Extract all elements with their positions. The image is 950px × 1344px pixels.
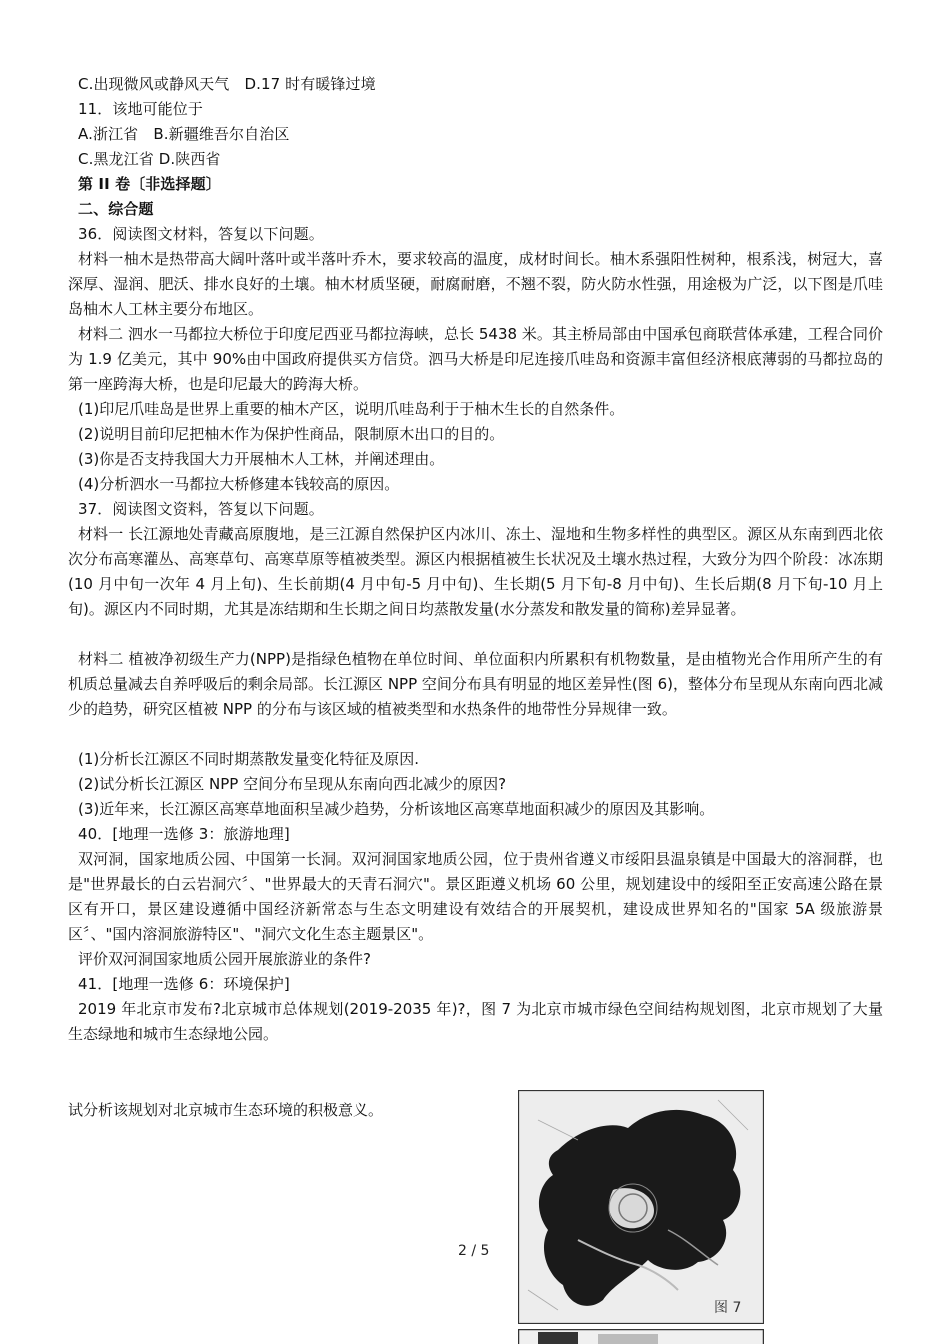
- q10-options-cd: C.出现微风或静风天气 D.17 时有暖锋过境: [78, 75, 376, 93]
- next-figure-top-edge: [518, 1329, 764, 1344]
- part2-title: 第 II 卷〔非选择题〕: [78, 175, 221, 193]
- q41-stem: 41．[地理一选修 6：环境保护]: [78, 975, 290, 993]
- q40-question: 评价双河洞国家地质公园开展旅游业的条件?: [78, 950, 371, 968]
- q36-sub4: (4)分析泗水一马都拉大桥修建本钱较高的原因。: [78, 475, 400, 493]
- page-number: 2 / 5: [458, 1243, 490, 1259]
- q41-question: 试分析该规划对北京城市生态环境的积极意义。: [68, 1101, 384, 1119]
- q36-stem: 36．阅读图文材料，答复以下问题。: [78, 225, 324, 243]
- q11-options-cd: C.黑龙江省 D.陕西省: [78, 150, 221, 168]
- q36-sub3: (3)你是否支持我国大力开展柚木人工林，并阐述理由。: [78, 450, 445, 468]
- q37-material2: 材料二 植被净初级生产力(NPP)是指绿色植物在单位时间、单位面积内所累积有机物数量，是由植物光合作用所产生的有机质总量减去自养呼吸后的剩余局部。长江源区 NPP 空间分布具有明显的地区差异性(图 6)，整体分布呈现从东南向西北减少的趋势，研究区植被 NPP 的分布与该区域的植被类型和水热条件的地带性分异规律一致。: [68, 650, 883, 718]
- q40-stem: 40．[地理一选修 3：旅游地理]: [78, 825, 290, 843]
- figure-label: 图 7: [714, 1300, 742, 1316]
- q40-material: 双河洞，国家地质公园、中国第一长洞。双河洞国家地质公园，位于贵州省遵义市绥阳县温泉镇是中国最大的溶洞群，也是"世界最长的白云岩洞穴〞、"世界最大的天青石洞穴"。景区距遵义机场 60 公里，规划建设中的绥阳至正安高速公路在景区有开口，景区建设遵循中国经济新常态与生态文明建设有效结合的开展契机，建设成世界知名的"国家 5A 级旅游景区〞、"国内溶洞旅游特区"、"洞穴文化生态主题景区"。: [68, 850, 883, 943]
- q37-stem: 37．阅读图文资料，答复以下问题。: [78, 500, 324, 518]
- q11-stem: 11．该地可能位于: [78, 100, 203, 118]
- q36-sub2: (2)说明目前印尼把柚木作为保护性商品，限制原木出口的目的。: [78, 425, 505, 443]
- section-title: 二、综合题: [78, 200, 154, 218]
- q36-sub1: (1)印尼爪哇岛是世界上重要的柚木产区，说明爪哇岛利于于柚木生长的自然条件。: [78, 400, 625, 418]
- q41-material: 2019 年北京市发布?北京城市总体规划(2019-2035 年)?，图 7 为北京市城市绿色空间结构规划图，北京市规划了大量生态绿地和城市生态绿地公园。: [68, 1000, 883, 1043]
- q37-material1: 材料一 长江源地处青藏高原腹地，是三江源自然保护区内冰川、冻土、湿地和生物多样性的典型区。源区从东南到西北依次分布高寒灌丛、高寒草句、高寒草原等植被类型。源区内根据植被生长状况及土壤水热过程，大致分为四个阶段：冰冻期(10 月中旬一次年 4 月上旬)、生长前期(4 月中旬-5 月中旬)、生长期(5 月下旬-8 月中旬)、生长后期(8 月下旬-10 月上旬)。源区内不同时期，尤其是冻结期和生长期之间日均蒸散发量(水分蒸发和散发量的简称)差异显著。: [68, 525, 883, 618]
- q36-material1: 材料一柚木是热带高大阔叶落叶或半落叶乔木，要求较高的温度，成材时间长。柚木系强阳性树种，根系浅，树冠大，喜深厚、湿润、肥沃、排水良好的土壤。柚木材质坚硬，耐腐耐磨，不翘不裂，防火防水性强，用途极为广泛，以下图是爪哇岛柚木人工林主要分布地区。: [68, 250, 883, 318]
- beijing-green-space-map-figure: [518, 1090, 764, 1324]
- q36-material2: 材料二 泗水一马都拉大桥位于印度尼西亚马都拉海峡，总长 5438 米。其主桥局部由中国承包商联营体承建，工程合同价为 1.9 亿美元，其中 90%由中国政府提供买方信贷。泗马大桥是印尼连接爪哇岛和资源丰富但经济根底薄弱的马都拉岛的第一座跨海大桥，也是印尼最大的跨海大桥。: [68, 325, 883, 393]
- q11-options-ab: A.浙江省 B.新疆维吾尔自治区: [78, 125, 290, 143]
- q37-sub1: (1)分析长江源区不同时期蒸散发量变化特征及原因.: [78, 750, 420, 768]
- q37-sub3: (3)近年来，长江源区高寒草地面积呈减少趋势，分析该地区高寒草地面积减少的原因及其影响。: [78, 800, 715, 818]
- q37-sub2: (2)试分析长江源区 NPP 空间分布呈现从东南向西北减少的原因?: [78, 775, 507, 793]
